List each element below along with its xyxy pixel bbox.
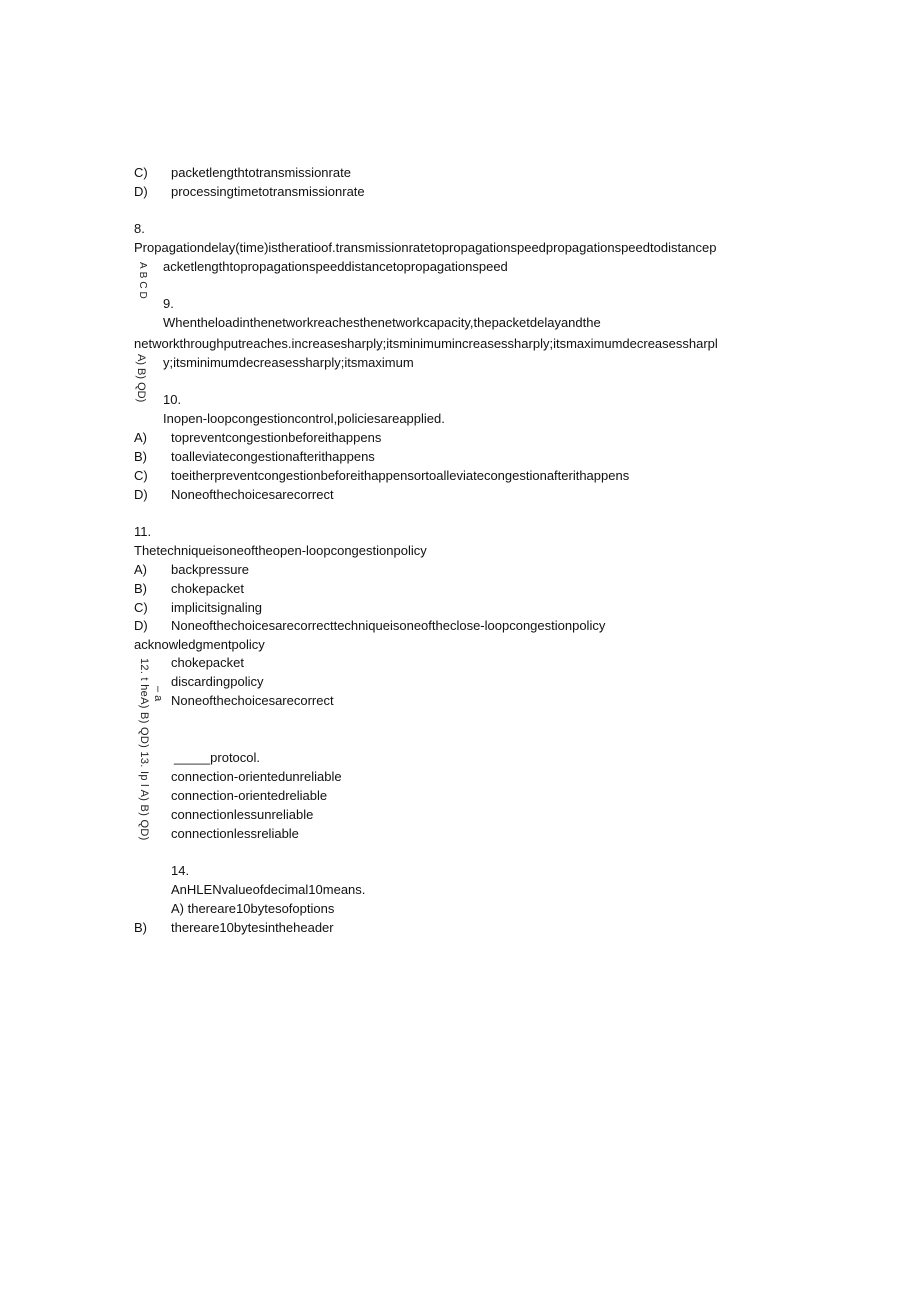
option-label: C) [134,165,148,180]
option-label: D) [134,618,148,633]
option-text: connectionlessunreliable [171,807,314,822]
question-stem-continued: acknowledgmentpolicy [134,637,265,652]
question-number: 10. [163,392,182,407]
option-text: chokepacket [171,655,244,670]
question-stem: Thetechniqueisoneoftheopen-loopcongestionpolicy [134,543,427,558]
question-stem-continued: acketlengthtopropagationspeeddistancetopropagationspeed [163,259,508,274]
option-text: packetlengthtotransmissionrate [171,165,351,180]
option-text: connectionlessreliable [171,826,299,841]
option-text: Noneofthechoicesarecorrect [171,693,334,708]
rotated-question-labels: 12. t heA) B) QD) 13. Ip l A) B) QD) [138,658,150,841]
question-stem-continued: networkthroughputreaches.increasesharply;itsminimumincreasessharply;itsmaximumdecreasessharpl [134,336,718,351]
option-text: backpressure [171,562,250,577]
option-text: processingtimetotransmissionrate [171,184,365,199]
option-text: chokepacket [171,581,244,596]
option-text: connection-orientedunreliable [171,769,342,784]
option-text: toeitherpreventcongestionbeforeithappensortoalleviatecongestionafterithappens [171,468,630,483]
question-stem: Inopen-loopcongestioncontrol,policiesareapplied. [163,411,445,426]
option-text: topreventcongestionbeforeithappens [171,430,382,445]
option-text: Noneofthechoicesarecorrecttechniqueisoneoftheclose-loopcongestionpolicy [171,618,606,633]
option-label: B) [134,449,147,464]
option-label: D) [134,184,148,199]
question-stem: Whentheloadinthenetworkreachesthenetworkcapacity,thepacketdelayandthe [163,315,601,330]
question-number: 9. [163,296,174,311]
option-label: B) [134,920,147,935]
option-text: toalleviatecongestionafterithappens [171,449,375,464]
option-label: C) [134,600,148,615]
question-number: 8. [134,221,145,236]
question-stem: AnHLENvalueofdecimal10means. [171,882,366,897]
option-text: A) thereare10bytesofoptions [171,901,335,916]
rotated-fragment: – a [152,686,164,702]
option-text: Noneofthechoicesarecorrect [171,487,334,502]
rotated-option-labels: ABCD [137,262,148,302]
option-label: C) [134,468,148,483]
question-stem-continued: y;itsminimumdecreasessharply;itsmaximum [163,355,414,370]
question-number: 11. [134,524,152,539]
question-stem: Propagationdelay(time)istheratioof.transmissionratetopropagationspeedpropagationspeedtodistancep [134,240,717,255]
question-number: 14. [171,863,190,878]
option-label: D) [134,487,148,502]
option-text: connection-orientedreliable [171,788,328,803]
option-text: thereare10bytesintheheader [171,920,334,935]
option-text: discardingpolicy [171,674,264,689]
option-label: B) [134,581,147,596]
option-text: implicitsignaling [171,600,263,615]
option-label: A) [134,430,147,445]
option-label: A) [134,562,147,577]
rotated-option-labels: A) B) QD) [135,354,147,403]
question-stem: _____protocol. [174,750,261,765]
